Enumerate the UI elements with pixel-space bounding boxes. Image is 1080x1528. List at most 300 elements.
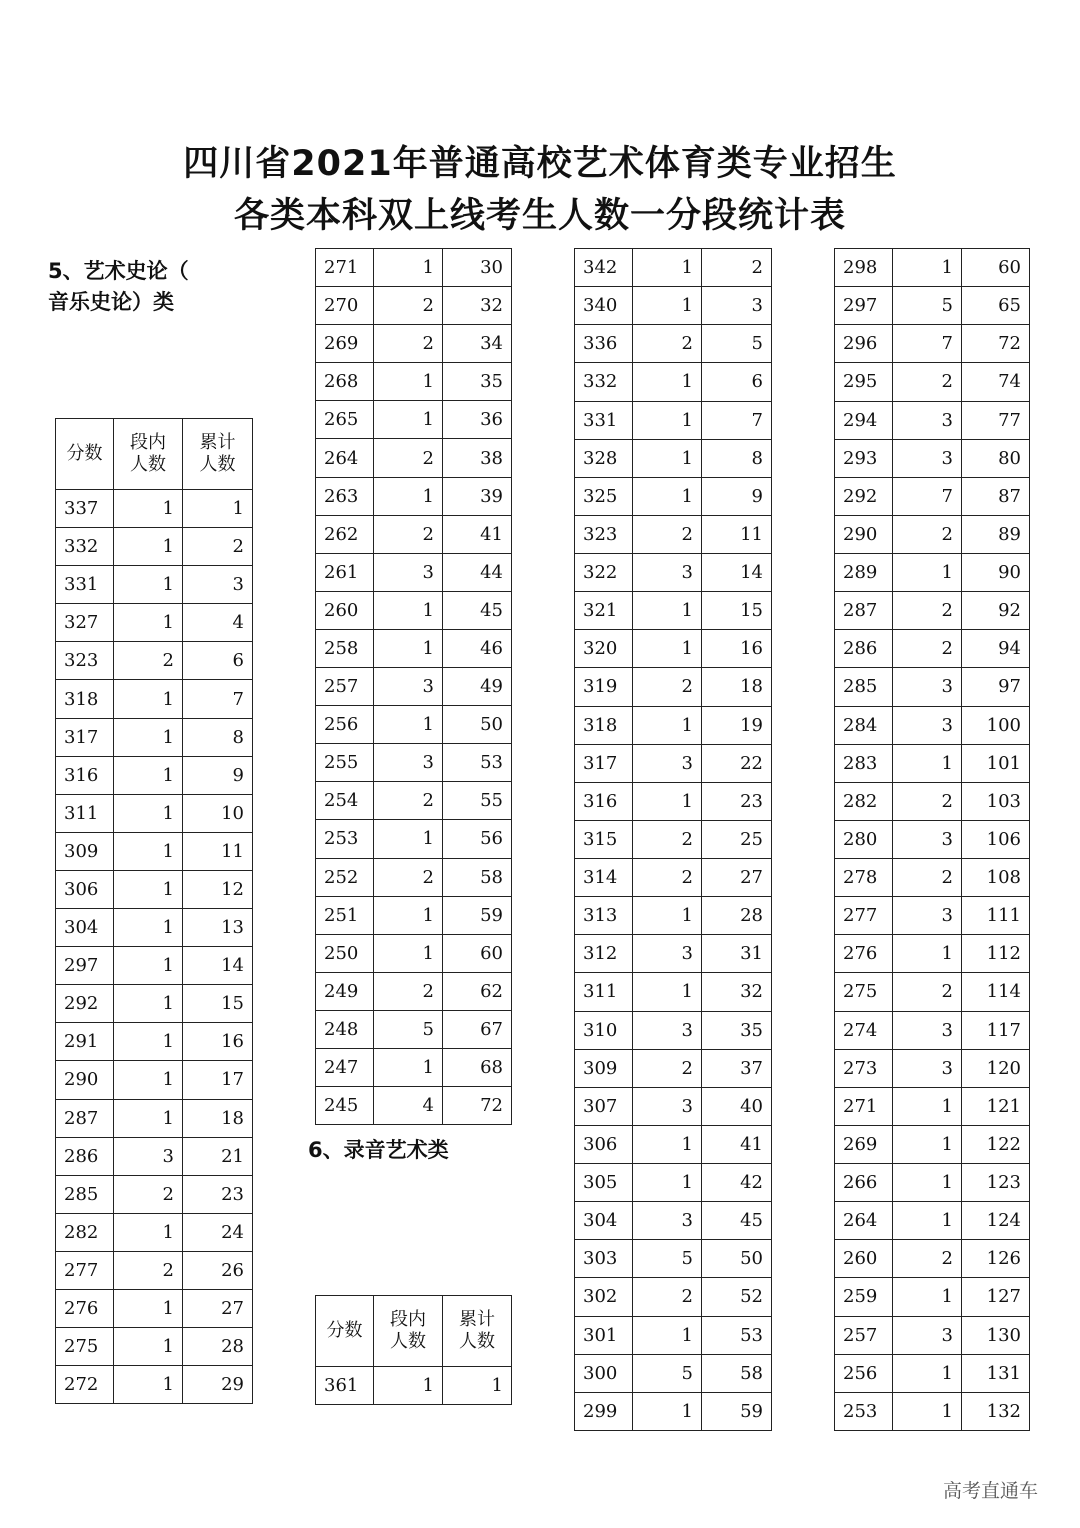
table-row: [316, 439, 512, 477]
cell-segment-count: 1: [633, 1316, 702, 1354]
footer-source: 高考直通车: [943, 1480, 1039, 1502]
cell-score: 263: [316, 477, 374, 515]
cell-segment-count: 1: [114, 528, 183, 566]
table-row: [56, 1137, 253, 1175]
cell-score: 275: [835, 973, 893, 1011]
cell-score: 322: [575, 554, 633, 592]
cell-segment-count: 2: [633, 325, 702, 363]
cell-segment-count: 2: [633, 515, 702, 553]
cell-cumulative-count: 4: [183, 604, 253, 642]
cell-cumulative-count: 15: [702, 592, 772, 630]
cell-cumulative-count: 117: [962, 1011, 1030, 1049]
table-row: [56, 1175, 253, 1213]
table-row: [575, 477, 772, 515]
cell-cumulative-count: 11: [183, 832, 253, 870]
cell-segment-count: 3: [893, 706, 962, 744]
cell-segment-count: 2: [633, 1278, 702, 1316]
cell-segment-count: 5: [893, 287, 962, 325]
table-row: [316, 972, 512, 1010]
cell-cumulative-count: 12: [183, 870, 253, 908]
table-row: [56, 756, 253, 794]
cell-segment-count: 1: [633, 287, 702, 325]
cell-cumulative-count: 8: [702, 439, 772, 477]
cell-score: 249: [316, 972, 374, 1010]
cell-segment-count: 3: [633, 554, 702, 592]
cell-score: 311: [575, 973, 633, 1011]
table-row: [575, 1354, 772, 1392]
cell-score: 286: [835, 630, 893, 668]
header-cumulative-count: 累计 人数: [443, 1296, 512, 1367]
cell-score: 276: [56, 1289, 114, 1327]
cell-score: 253: [316, 820, 374, 858]
table-row: [56, 1023, 253, 1061]
cell-score: 314: [575, 859, 633, 897]
cell-segment-count: 1: [114, 1213, 183, 1251]
cell-segment-count: 1: [633, 249, 702, 287]
table-row: [575, 1049, 772, 1087]
cell-segment-count: 3: [633, 1202, 702, 1240]
cell-segment-count: 3: [893, 1316, 962, 1354]
cell-cumulative-count: 6: [702, 363, 772, 401]
cell-score: 331: [575, 401, 633, 439]
table-row: [835, 1392, 1030, 1430]
cell-score: 313: [575, 897, 633, 935]
table-row: [575, 1125, 772, 1163]
cell-cumulative-count: 18: [183, 1099, 253, 1137]
cell-cumulative-count: 26: [183, 1251, 253, 1289]
table-row: [835, 592, 1030, 630]
table-row: [835, 1011, 1030, 1049]
cell-score: 332: [56, 528, 114, 566]
table-row: [835, 477, 1030, 515]
cell-segment-count: 1: [633, 706, 702, 744]
cell-score: 253: [835, 1392, 893, 1430]
cell-score: 297: [56, 947, 114, 985]
cell-segment-count: 4: [374, 1087, 443, 1125]
cell-segment-count: 1: [114, 832, 183, 870]
cell-cumulative-count: 127: [962, 1278, 1030, 1316]
cell-segment-count: 2: [633, 1049, 702, 1087]
section-5-heading: [48, 256, 189, 318]
cell-segment-count: 3: [893, 401, 962, 439]
cell-segment-count: 3: [893, 897, 962, 935]
cell-score: 282: [835, 782, 893, 820]
table-row: [56, 566, 253, 604]
table-row: [56, 1251, 253, 1289]
table-row: [835, 897, 1030, 935]
cell-segment-count: 1: [893, 1202, 962, 1240]
table-row: [835, 1164, 1030, 1202]
cell-score: 245: [316, 1087, 374, 1125]
cell-score: 321: [575, 592, 633, 630]
table-row: [575, 325, 772, 363]
cell-score: 295: [835, 363, 893, 401]
table-row: [835, 782, 1030, 820]
table-row: [835, 287, 1030, 325]
table-row: [575, 630, 772, 668]
cell-segment-count: 1: [374, 934, 443, 972]
cell-cumulative-count: 37: [702, 1049, 772, 1087]
cell-score: 297: [835, 287, 893, 325]
table-row: [56, 870, 253, 908]
cell-segment-count: 3: [633, 1011, 702, 1049]
table-row: [316, 1087, 512, 1125]
cell-segment-count: 1: [633, 477, 702, 515]
cell-score: 255: [316, 744, 374, 782]
cell-cumulative-count: 122: [962, 1125, 1030, 1163]
cell-score: 277: [835, 897, 893, 935]
table-row: [575, 1392, 772, 1430]
cell-segment-count: 2: [893, 1240, 962, 1278]
cell-score: 270: [316, 287, 374, 325]
cell-score: 256: [835, 1354, 893, 1392]
cell-cumulative-count: 23: [183, 1175, 253, 1213]
section-6-heading: 6、录音艺术类: [308, 1138, 449, 1162]
cell-segment-count: 2: [374, 439, 443, 477]
cell-cumulative-count: 89: [962, 515, 1030, 553]
table-row: [316, 401, 512, 439]
cell-score: 262: [316, 515, 374, 553]
cell-segment-count: 1: [374, 591, 443, 629]
cell-segment-count: 2: [633, 859, 702, 897]
cell-segment-count: 3: [374, 668, 443, 706]
table-row: [575, 820, 772, 858]
table-row: [316, 629, 512, 667]
cell-score: 296: [835, 325, 893, 363]
cell-segment-count: 2: [114, 1175, 183, 1213]
cell-score: 325: [575, 477, 633, 515]
table-row: [575, 1240, 772, 1278]
header-score: 分数: [316, 1296, 374, 1367]
table-row: [575, 859, 772, 897]
table-row: [835, 668, 1030, 706]
cell-cumulative-count: 11: [702, 515, 772, 553]
cell-segment-count: 1: [633, 630, 702, 668]
table-row: [835, 706, 1030, 744]
cell-cumulative-count: 19: [702, 706, 772, 744]
table-row: [575, 1087, 772, 1125]
cell-score: 276: [835, 935, 893, 973]
cell-cumulative-count: 101: [962, 744, 1030, 782]
cell-cumulative-count: 1: [443, 1367, 512, 1405]
cell-segment-count: 1: [374, 477, 443, 515]
table-row: [835, 859, 1030, 897]
cell-score: 332: [575, 363, 633, 401]
cell-cumulative-count: 28: [702, 897, 772, 935]
cell-segment-count: 1: [114, 490, 183, 528]
cell-cumulative-count: 23: [702, 782, 772, 820]
cell-segment-count: 7: [893, 477, 962, 515]
table-row: [316, 515, 512, 553]
cell-score: 289: [835, 554, 893, 592]
cell-segment-count: 1: [633, 401, 702, 439]
cell-cumulative-count: 30: [443, 249, 512, 287]
cell-segment-count: 3: [893, 1049, 962, 1087]
cell-cumulative-count: 14: [183, 947, 253, 985]
cell-score: 312: [575, 935, 633, 973]
cell-segment-count: 3: [893, 439, 962, 477]
table-row: [56, 1328, 253, 1366]
cell-cumulative-count: 112: [962, 935, 1030, 973]
cell-cumulative-count: 1: [183, 490, 253, 528]
cell-cumulative-count: 60: [443, 934, 512, 972]
cell-score: 257: [316, 668, 374, 706]
cell-cumulative-count: 72: [443, 1087, 512, 1125]
table-row: [316, 820, 512, 858]
cell-score: 327: [56, 604, 114, 642]
table-row: [56, 1061, 253, 1099]
table-row: [56, 528, 253, 566]
table-row: [56, 1099, 253, 1137]
cell-score: 319: [575, 668, 633, 706]
cell-segment-count: 2: [893, 782, 962, 820]
cell-cumulative-count: 72: [962, 325, 1030, 363]
table-row: [316, 591, 512, 629]
cell-score: 256: [316, 706, 374, 744]
cell-score: 269: [835, 1125, 893, 1163]
cell-score: 274: [835, 1011, 893, 1049]
cell-segment-count: 1: [374, 401, 443, 439]
cell-score: 275: [56, 1328, 114, 1366]
cell-score: 310: [575, 1011, 633, 1049]
cell-segment-count: 1: [374, 629, 443, 667]
table-row: [835, 401, 1030, 439]
table-row: [56, 642, 253, 680]
table-row: [56, 1289, 253, 1327]
table-row: [316, 287, 512, 325]
cell-score: 290: [56, 1061, 114, 1099]
cell-segment-count: 1: [374, 706, 443, 744]
table-row: [575, 1164, 772, 1202]
table-row: [575, 897, 772, 935]
cell-cumulative-count: 44: [443, 553, 512, 591]
cell-segment-count: 1: [893, 744, 962, 782]
cell-segment-count: 2: [114, 1251, 183, 1289]
cell-score: 294: [835, 401, 893, 439]
cell-cumulative-count: 24: [183, 1213, 253, 1251]
cell-score: 260: [316, 591, 374, 629]
cell-score: 264: [316, 439, 374, 477]
table-row: [835, 973, 1030, 1011]
cell-score: 331: [56, 566, 114, 604]
table-row: [835, 515, 1030, 553]
cell-cumulative-count: 60: [962, 249, 1030, 287]
cell-score: 304: [56, 909, 114, 947]
cell-score: 318: [575, 706, 633, 744]
cell-segment-count: 1: [633, 897, 702, 935]
header-segment-count: 段内 人数: [114, 419, 183, 490]
cell-score: 316: [56, 756, 114, 794]
cell-cumulative-count: 9: [183, 756, 253, 794]
cell-score: 287: [56, 1099, 114, 1137]
cell-score: 277: [56, 1251, 114, 1289]
table-row: [56, 1213, 253, 1251]
cell-cumulative-count: 32: [702, 973, 772, 1011]
cell-score: 247: [316, 1048, 374, 1086]
cell-cumulative-count: 59: [443, 896, 512, 934]
cell-segment-count: 2: [893, 973, 962, 1011]
cell-cumulative-count: 45: [443, 591, 512, 629]
table-row: [316, 249, 512, 287]
cell-cumulative-count: 25: [702, 820, 772, 858]
header-score: 分数: [56, 419, 114, 490]
table-header-row: [56, 419, 253, 490]
cell-segment-count: 1: [893, 554, 962, 592]
cell-segment-count: 1: [114, 985, 183, 1023]
table-row: [575, 592, 772, 630]
cell-cumulative-count: 22: [702, 744, 772, 782]
cell-score: 317: [575, 744, 633, 782]
table-row: [56, 909, 253, 947]
cell-score: 311: [56, 794, 114, 832]
cell-cumulative-count: 108: [962, 859, 1030, 897]
cell-cumulative-count: 53: [702, 1316, 772, 1354]
cell-score: 305: [575, 1164, 633, 1202]
cell-score: 292: [56, 985, 114, 1023]
cell-segment-count: 1: [374, 249, 443, 287]
cell-cumulative-count: 45: [702, 1202, 772, 1240]
cell-cumulative-count: 3: [702, 287, 772, 325]
cell-segment-count: 2: [893, 630, 962, 668]
cell-segment-count: 3: [893, 820, 962, 858]
cell-segment-count: 1: [893, 1164, 962, 1202]
cell-cumulative-count: 2: [702, 249, 772, 287]
page-title-line2: 各类本科双上线考生人数一分段统计表: [233, 196, 846, 236]
cell-segment-count: 1: [633, 782, 702, 820]
table-row: [316, 744, 512, 782]
cell-cumulative-count: 126: [962, 1240, 1030, 1278]
table-row: [835, 820, 1030, 858]
table-row: [575, 782, 772, 820]
cell-score: 292: [835, 477, 893, 515]
cell-cumulative-count: 41: [702, 1125, 772, 1163]
cell-cumulative-count: 9: [702, 477, 772, 515]
cell-segment-count: 3: [633, 744, 702, 782]
cell-segment-count: 2: [374, 287, 443, 325]
cell-cumulative-count: 13: [183, 909, 253, 947]
table-row: [835, 1240, 1030, 1278]
cell-segment-count: 3: [633, 1087, 702, 1125]
cell-segment-count: 1: [633, 363, 702, 401]
cell-score: 337: [56, 490, 114, 528]
cell-cumulative-count: 100: [962, 706, 1030, 744]
cell-score: 301: [575, 1316, 633, 1354]
cell-score: 284: [835, 706, 893, 744]
cell-score: 273: [835, 1049, 893, 1087]
cell-score: 306: [575, 1125, 633, 1163]
cell-segment-count: 5: [374, 1010, 443, 1048]
cell-score: 250: [316, 934, 374, 972]
cell-segment-count: 1: [114, 947, 183, 985]
cell-cumulative-count: 6: [183, 642, 253, 680]
cell-cumulative-count: 124: [962, 1202, 1030, 1240]
cell-score: 271: [835, 1087, 893, 1125]
table-row: [575, 439, 772, 477]
cell-segment-count: 3: [374, 553, 443, 591]
cell-cumulative-count: 92: [962, 592, 1030, 630]
cell-cumulative-count: 7: [702, 401, 772, 439]
cell-cumulative-count: 5: [702, 325, 772, 363]
cell-cumulative-count: 114: [962, 973, 1030, 1011]
cell-score: 300: [575, 1354, 633, 1392]
table-row: [835, 1049, 1030, 1087]
cell-cumulative-count: 42: [702, 1164, 772, 1202]
table-row: [316, 477, 512, 515]
table-row: [575, 973, 772, 1011]
table-row: [835, 1278, 1030, 1316]
cell-score: 286: [56, 1137, 114, 1175]
cell-segment-count: 2: [374, 972, 443, 1010]
cell-cumulative-count: 32: [443, 287, 512, 325]
cell-cumulative-count: 103: [962, 782, 1030, 820]
table-art-history: [55, 418, 253, 1404]
cell-segment-count: 1: [374, 896, 443, 934]
cell-score: 266: [835, 1164, 893, 1202]
cell-segment-count: 2: [374, 782, 443, 820]
cell-cumulative-count: 90: [962, 554, 1030, 592]
cell-segment-count: 1: [114, 566, 183, 604]
cell-cumulative-count: 68: [443, 1048, 512, 1086]
cell-score: 278: [835, 859, 893, 897]
table-row: [835, 249, 1030, 287]
cell-cumulative-count: 74: [962, 363, 1030, 401]
table-row: [835, 554, 1030, 592]
cell-segment-count: 2: [893, 515, 962, 553]
cell-cumulative-count: 31: [702, 935, 772, 973]
table-row: [835, 1087, 1030, 1125]
section-5-line1: 5、艺术史论（: [48, 259, 189, 283]
cell-segment-count: 1: [114, 1366, 183, 1404]
cell-score: 361: [316, 1367, 374, 1405]
cell-segment-count: 1: [114, 870, 183, 908]
cell-segment-count: 1: [114, 1289, 183, 1327]
cell-segment-count: 2: [374, 515, 443, 553]
cell-segment-count: 1: [114, 756, 183, 794]
cell-segment-count: 1: [633, 1392, 702, 1430]
cell-score: 280: [835, 820, 893, 858]
cell-segment-count: 3: [893, 668, 962, 706]
cell-cumulative-count: 56: [443, 820, 512, 858]
cell-cumulative-count: 27: [702, 859, 772, 897]
cell-cumulative-count: 10: [183, 794, 253, 832]
table-row: [316, 668, 512, 706]
table-row: [575, 554, 772, 592]
cell-segment-count: 1: [633, 592, 702, 630]
table-row: [575, 401, 772, 439]
cell-segment-count: 3: [633, 935, 702, 973]
cell-cumulative-count: 41: [443, 515, 512, 553]
table-row: [835, 1125, 1030, 1163]
table-row: [575, 706, 772, 744]
cell-segment-count: 1: [114, 1099, 183, 1137]
cell-segment-count: 1: [893, 1278, 962, 1316]
table-row: [56, 832, 253, 870]
table-row: [835, 744, 1030, 782]
cell-segment-count: 1: [114, 680, 183, 718]
table-row: [575, 249, 772, 287]
table-row: [56, 718, 253, 756]
cell-cumulative-count: 17: [183, 1061, 253, 1099]
cell-segment-count: 1: [633, 1125, 702, 1163]
cell-segment-count: 2: [114, 642, 183, 680]
table-recording-art-continued-1: [574, 248, 772, 1431]
cell-score: 285: [56, 1175, 114, 1213]
cell-cumulative-count: 35: [702, 1011, 772, 1049]
cell-segment-count: 1: [114, 909, 183, 947]
table-row: [575, 668, 772, 706]
cell-segment-count: 1: [114, 604, 183, 642]
cell-cumulative-count: 87: [962, 477, 1030, 515]
